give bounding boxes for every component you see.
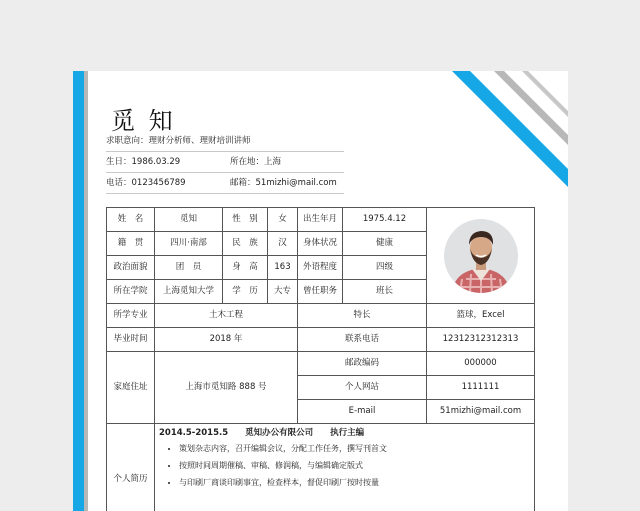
table-label: 所在学院 [107, 280, 155, 304]
table-label: 个人简历 [107, 424, 155, 511]
experience-role: 执行主编 [330, 428, 364, 438]
birth-text: 生日：1986.03.29 [106, 157, 180, 167]
table-label: 政治面貌 [107, 256, 155, 280]
table-row [107, 328, 535, 352]
table-value: 上海觅知大学 [155, 280, 223, 304]
table-label: 所学专业 [107, 304, 155, 328]
table-value: 四川·南部 [155, 232, 223, 256]
table-label: 毕业时间 [107, 328, 155, 352]
table-label: 身 高 [223, 256, 268, 280]
table-label: 特长 [298, 304, 427, 328]
birth-location-line [106, 152, 344, 173]
table-label: 邮政编码 [298, 352, 427, 376]
table-value: 四级 [343, 256, 427, 280]
table-label: E-mail [298, 400, 427, 424]
table-value: 健康 [343, 232, 427, 256]
table-value: 觅知 [155, 208, 223, 232]
table-value: 汉 [268, 232, 298, 256]
resume-table [106, 207, 535, 511]
candidate-name: 觅 知 [111, 101, 176, 136]
resume-page [73, 71, 568, 511]
table-value: 土木工程 [155, 304, 298, 328]
table-value: 篮球，Excel [427, 304, 535, 328]
experience-company: 觅知办公有限公司 [245, 428, 313, 438]
table-value: 12312312312313 [427, 328, 535, 352]
phone-text: 电话：0123456789 [106, 178, 186, 188]
objective-line [106, 131, 344, 152]
table-value: 000000 [427, 352, 535, 376]
person-portrait-icon [444, 219, 518, 293]
table-value: 2018 年 [155, 328, 298, 352]
email-text: 邮箱：51mizhi@mail.com [230, 173, 337, 193]
table-label: 性 别 [223, 208, 268, 232]
table-row [107, 352, 535, 376]
table-value: 163 [268, 256, 298, 280]
list-item: • 按照时间周期催稿、审稿、修润稿，与编辑确定版式 [179, 457, 530, 474]
table-value: 女 [268, 208, 298, 232]
table-value: 1111111 [427, 376, 535, 400]
table-label: 个人网站 [298, 376, 427, 400]
contact-line [106, 173, 344, 194]
accent-bar-gray [84, 71, 88, 511]
table-label: 姓 名 [107, 208, 155, 232]
table-label: 民 族 [223, 232, 268, 256]
photo-cell [427, 208, 535, 304]
location-text: 所在地：上海 [230, 152, 281, 172]
table-label: 家庭住址 [107, 352, 155, 424]
table-value: 51mizhi@mail.com [427, 400, 535, 424]
table-row [107, 304, 535, 328]
table-label: 身体状况 [298, 232, 343, 256]
table-label: 籍 贯 [107, 232, 155, 256]
table-value: 团 员 [155, 256, 223, 280]
table-label: 联系电话 [298, 328, 427, 352]
table-label: 学 历 [223, 280, 268, 304]
list-item: • 与印刷厂商谈印刷事宜，检查样本，督促印刷厂按时按量 [179, 474, 530, 491]
corner-decoration [448, 71, 568, 191]
experience-duties [159, 440, 530, 491]
table-value: 1975.4.12 [343, 208, 427, 232]
table-value: 班长 [343, 280, 427, 304]
experience-header [159, 426, 530, 440]
table-label: 外语程度 [298, 256, 343, 280]
list-item: • 策划杂志内容，召开编辑会议，分配工作任务，撰写刊首文 [179, 440, 530, 457]
objective-text: 求职意向：理财分析师、理财培训讲师 [106, 136, 251, 146]
table-label: 出生年月 [298, 208, 343, 232]
table-label: 曾任职务 [298, 280, 343, 304]
accent-bar-blue [73, 71, 84, 511]
experience-period: 2014.5-2015.5 [159, 428, 228, 438]
table-value: 上海市觅知路 888 号 [155, 352, 298, 424]
table-row [107, 424, 535, 511]
table-row [107, 208, 535, 232]
experience-cell [155, 424, 535, 511]
table-value: 大专 [268, 280, 298, 304]
